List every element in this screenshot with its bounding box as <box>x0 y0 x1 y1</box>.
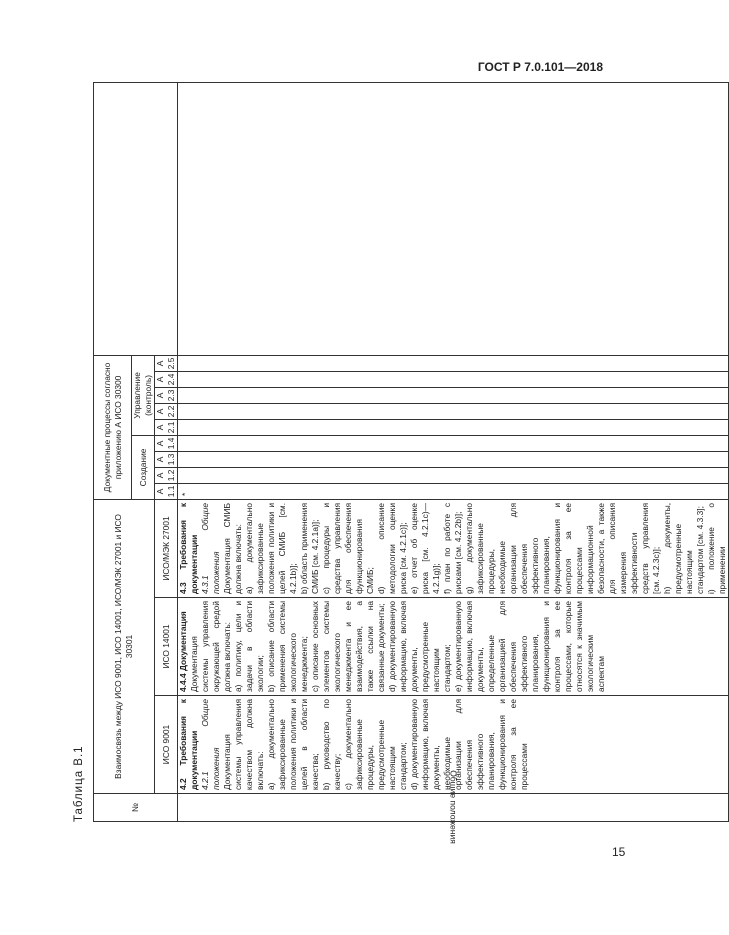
iso9001-line: с) документально зафиксированные процедуры, предусмотренные настоящим стандартом; <box>343 699 408 790</box>
iso9001-subtitle: 4.2.1 Общие положения <box>200 699 221 790</box>
mark-a24 <box>178 371 729 387</box>
side-label-cell <box>178 770 729 845</box>
col-a22: А 2.2 <box>155 403 178 419</box>
iso9001-line: b) руководство по качеству; <box>321 699 342 790</box>
col-number-header: № <box>94 794 178 822</box>
empty-body-cell <box>178 83 729 356</box>
mark-a22 <box>178 403 729 419</box>
iso14001-line: с) описание основных элементов системы экологического менеджмента и ее взаимодействия, а также ссылки на связанные документы; <box>310 601 386 692</box>
relationship-table <box>93 82 729 845</box>
iso14001-line: Документация системы управления окружающей средой должна включать: <box>189 601 232 692</box>
iso27001-cell <box>178 499 729 597</box>
iso14001-line: b) описание области применения системы экологического менеджмента; <box>266 601 309 692</box>
iso27001-line: а) документально зафиксированные положения политики и целей СМИБ [см. 4.2.1b)]; <box>244 502 298 594</box>
iso27001-line: d) описание методологии оценки риска [см. 4.2.1c)]; <box>376 502 408 594</box>
table-caption: Таблица В.1 <box>73 745 85 822</box>
iso27001-line: f) план по работе с рисками [см. 4.2.2b)]; <box>442 502 463 594</box>
document-header: ГОСТ Р 7.0.101—2018 <box>477 60 603 74</box>
iso9001-line: d) документированную информацию, включая документы, необходимые организации для обеспечения эффективного планирования, функционирования и контроля за ее процессами <box>409 699 529 790</box>
col-a12: А 1.2 <box>155 467 178 483</box>
iso14001-line: d) документированную информацию, включая документы, предусмотренные настоящим стандартом; <box>387 601 452 692</box>
col-a23: А 2.3 <box>155 387 178 403</box>
iso14001-line: а) политику, цели и задачи в области экологии; <box>233 601 265 692</box>
iso9001-line: Документация системы управления качеством должна включать: <box>222 699 265 790</box>
mark-a13 <box>178 451 729 467</box>
mark-a12 <box>178 467 729 483</box>
iso27001-line: Документация СМИБ должна включать: <box>222 502 243 594</box>
col-a21: А 2.1 <box>155 419 178 435</box>
rotated-table-area <box>73 82 727 845</box>
col-a24: А 2.4 <box>155 371 178 387</box>
iso27001-line: с) процедуры и средства управления для обеспечения функционирования СМИБ; <box>321 502 375 594</box>
mark-a14 <box>178 435 729 451</box>
side-label: Общие положения <box>448 770 459 845</box>
main-header: Взаимосвязь между ИСО 9001, ИСО 14001, ИСО/МЭК 27001 и ИСО 30301 <box>94 499 155 793</box>
iso27001-line: g) документально зафиксированные процедуры, необходимые организации для обеспечения эффективного планирования, функционирования и контроля за ее процессами информационной безопасности, а также для описания измерения эффективности средств управления [см. 4.2.3c)]; <box>464 502 661 594</box>
iso9001-line: а) документально зафиксированные положения политики и целей в области качества; <box>266 699 320 790</box>
iso14001-cell <box>178 598 729 696</box>
mark-a11: * <box>178 483 729 499</box>
iso14001-title: 4.4.4 Документация <box>178 611 188 692</box>
iso27001-line: е) отчет об оценке риска [см. 4.2.1c)—4.2.1g)]; <box>409 502 441 594</box>
col-a14: А 1.4 <box>155 435 178 451</box>
iso14001-header: ИСО 14001 <box>155 598 178 696</box>
iso27001-line: i) положение о применении <box>706 502 727 594</box>
iso27001-line: h) документы, предусмотренные настоящим стандартом [см. 4.3.3]; <box>662 502 705 594</box>
mark-a21 <box>178 419 729 435</box>
processes-header: Документные процессы согласно приложению А ИСО 30300 <box>94 355 132 499</box>
empty-header-cell <box>94 83 178 356</box>
iso27001-subtitle: 4.3.1 Общие положения <box>200 502 221 594</box>
col-a25: А 2.5 <box>155 355 178 371</box>
page-number: 15 <box>612 845 626 859</box>
control-group-header: Управление (контроль) <box>132 355 155 435</box>
iso9001-title: 4.2 Требования к документации <box>178 699 199 790</box>
mark-a25 <box>178 355 729 371</box>
iso27001-line: b) область применения СМИБ [см. 4.2.1a)]; <box>299 502 320 594</box>
iso27001-header: ИСО/МЭК 27001 <box>155 499 178 597</box>
creation-group-header: Создание <box>132 435 155 499</box>
iso9001-header: ИСО 9001 <box>155 696 178 794</box>
iso27001-title: 4.3 Требования к документации <box>178 502 199 594</box>
col-a11: А 1.1 <box>155 483 178 499</box>
mark-a23 <box>178 387 729 403</box>
col-a13: А 1.3 <box>155 451 178 467</box>
iso14001-line: е) документированную информацию, включая документы, определенные организацией для обеспечения эффективного планирования, функционирования и контроля за ее процессами, которые относятся к значимым экологическим аспектам <box>453 601 606 692</box>
